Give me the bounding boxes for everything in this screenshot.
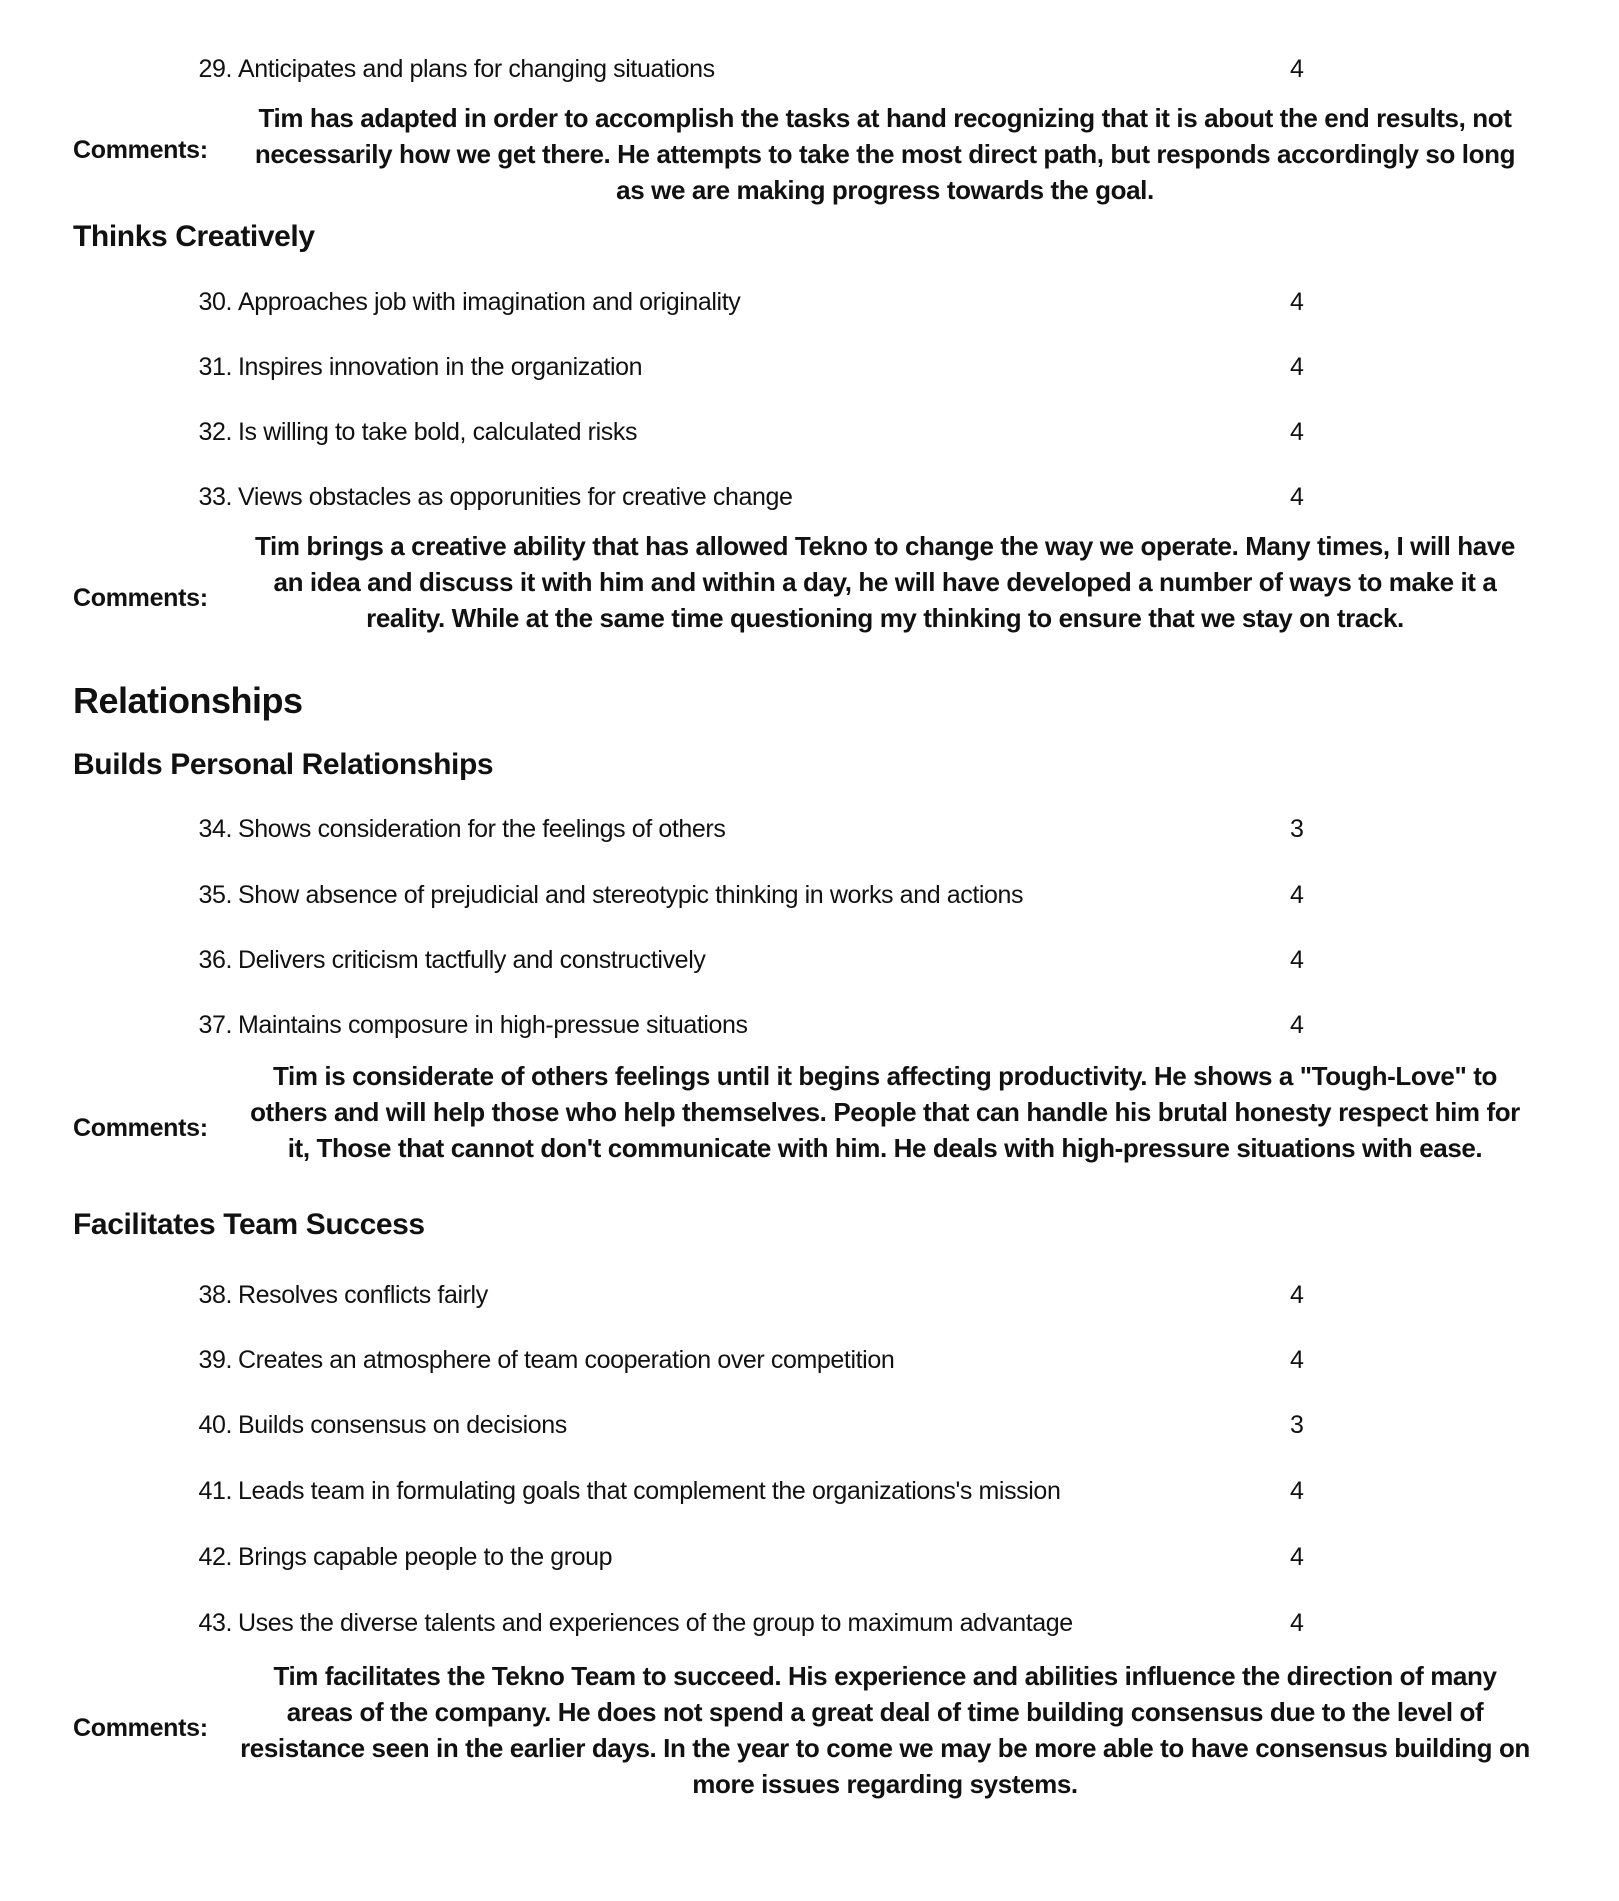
- rating-item: [180, 480, 1320, 514]
- item-number: 32.: [198, 418, 232, 446]
- item-number: 31.: [198, 353, 232, 381]
- comments-label: Comments:: [73, 1714, 208, 1742]
- item-rating: 4: [1290, 483, 1304, 511]
- item-text: Brings capable people to the group: [238, 1543, 613, 1571]
- item-number: 29.: [198, 55, 232, 83]
- item-rating: 4: [1290, 1011, 1304, 1039]
- item-text: Anticipates and plans for changing situations: [238, 55, 715, 83]
- item-number: 34.: [198, 815, 232, 843]
- rating-item: [180, 812, 1320, 846]
- item-text: Show absence of prejudicial and stereotypic thinking in works and actions: [238, 881, 1024, 909]
- comments-label: Comments:: [73, 584, 208, 612]
- rating-item: [180, 1408, 1320, 1442]
- comment-text: Tim facilitates the Tekno Team to succeed. His experience and abilities influence the direction of many areas of the company. He does not spend a great deal of time building consensus due to the level of resistance seen in the earlier days. In the year to come we may be more able to have consensus building on more issues regarding systems.: [240, 1661, 1530, 1799]
- item-rating: 4: [1290, 353, 1304, 381]
- rating-item: [180, 943, 1320, 977]
- item-text: Shows consideration for the feelings of others: [238, 815, 726, 843]
- item-number: 43.: [198, 1609, 232, 1637]
- comments-label: Comments:: [73, 136, 208, 164]
- section-heading-relationships: Relationships: [73, 680, 303, 721]
- item-text: Maintains composure in high-pressue situations: [238, 1011, 748, 1039]
- comment-text: Tim brings a creative ability that has allowed Tekno to change the way we operate. Many times, I will have an idea and discuss it with him and within a day, he will have developed a number of ways to make it a reality. While at the same time questioning my thinking to ensure that we stay on track.: [255, 531, 1515, 633]
- item-text: Leads team in formulating goals that complement the organizations's mission: [238, 1477, 1061, 1505]
- rating-item: [180, 1008, 1320, 1042]
- subsection-heading-facilitates-team-success: Facilitates Team Success: [73, 1208, 425, 1241]
- rating-item: [180, 1588, 1320, 1658]
- item-text: Builds consensus on decisions: [238, 1411, 567, 1439]
- item-number: 36.: [198, 946, 232, 974]
- item-rating: 4: [1290, 1346, 1304, 1374]
- item-number: 42.: [198, 1543, 232, 1571]
- item-rating: 4: [1290, 1477, 1304, 1505]
- item-text: Inspires innovation in the organization: [238, 353, 643, 381]
- item-text: Uses the diverse talents and experiences of the group to maximum advantage: [238, 1609, 1073, 1637]
- comment-block: [0, 1058, 1619, 1202]
- comment-block: [0, 1658, 1619, 1802]
- rating-item: [180, 1456, 1320, 1526]
- comment-block: [0, 528, 1619, 672]
- item-number: 41.: [198, 1477, 232, 1505]
- rating-item: [180, 285, 1320, 319]
- item-rating: 3: [1290, 815, 1304, 843]
- item-rating: 4: [1290, 418, 1304, 446]
- rating-item: [180, 860, 1320, 930]
- comment-text: Tim is considerate of others feelings until it begins affecting productivity. He shows a "Tough-Love" to others and will help those who help themselves. People that can handle his brutal honesty respect him for it, Those that cannot don't communicate with him. He deals with high-pressure situations with ease.: [250, 1061, 1520, 1163]
- rating-item: [180, 1343, 1320, 1377]
- item-number: 39.: [198, 1346, 232, 1374]
- item-number: 33.: [198, 483, 232, 511]
- item-rating: 4: [1290, 881, 1304, 909]
- item-text: Creates an atmosphere of team cooperation over competition: [238, 1346, 895, 1374]
- item-number: 35.: [198, 881, 232, 909]
- subsection-heading-builds-personal-relationships: Builds Personal Relationships: [73, 748, 494, 781]
- item-rating: 4: [1290, 1609, 1304, 1637]
- rating-item: [180, 350, 1320, 384]
- item-rating: 4: [1290, 1281, 1304, 1309]
- rating-item: [180, 1540, 1320, 1574]
- rating-item: [180, 415, 1320, 449]
- comment-text: Tim has adapted in order to accomplish the tasks at hand recognizing that it is about the end results, not necessarily how we get there. He attempts to take the most direct path, but responds accordingly so long as we are making progress towards the goal.: [254, 103, 1516, 205]
- item-text: Delivers criticism tactfully and constructively: [238, 946, 706, 974]
- item-rating: 4: [1290, 288, 1304, 316]
- item-text: Views obstacles as opporunities for creative change: [238, 483, 793, 511]
- item-rating: 4: [1290, 1543, 1304, 1571]
- item-number: 30.: [198, 288, 232, 316]
- item-rating: 4: [1290, 946, 1304, 974]
- rating-item: [180, 52, 1320, 86]
- item-number: 38.: [198, 1281, 232, 1309]
- item-text: Is willing to take bold, calculated risks: [238, 418, 638, 446]
- item-rating: 3: [1290, 1411, 1304, 1439]
- subsection-heading-thinks-creatively: Thinks Creatively: [73, 220, 315, 253]
- item-text: Approaches job with imagination and originality: [238, 288, 741, 316]
- item-number: 37.: [198, 1011, 232, 1039]
- item-number: 40.: [198, 1411, 232, 1439]
- rating-item: [180, 1278, 1320, 1312]
- item-text: Resolves conflicts fairly: [238, 1281, 488, 1309]
- item-rating: 4: [1290, 55, 1304, 83]
- comments-label: Comments:: [73, 1114, 208, 1142]
- comment-block: [0, 100, 1619, 210]
